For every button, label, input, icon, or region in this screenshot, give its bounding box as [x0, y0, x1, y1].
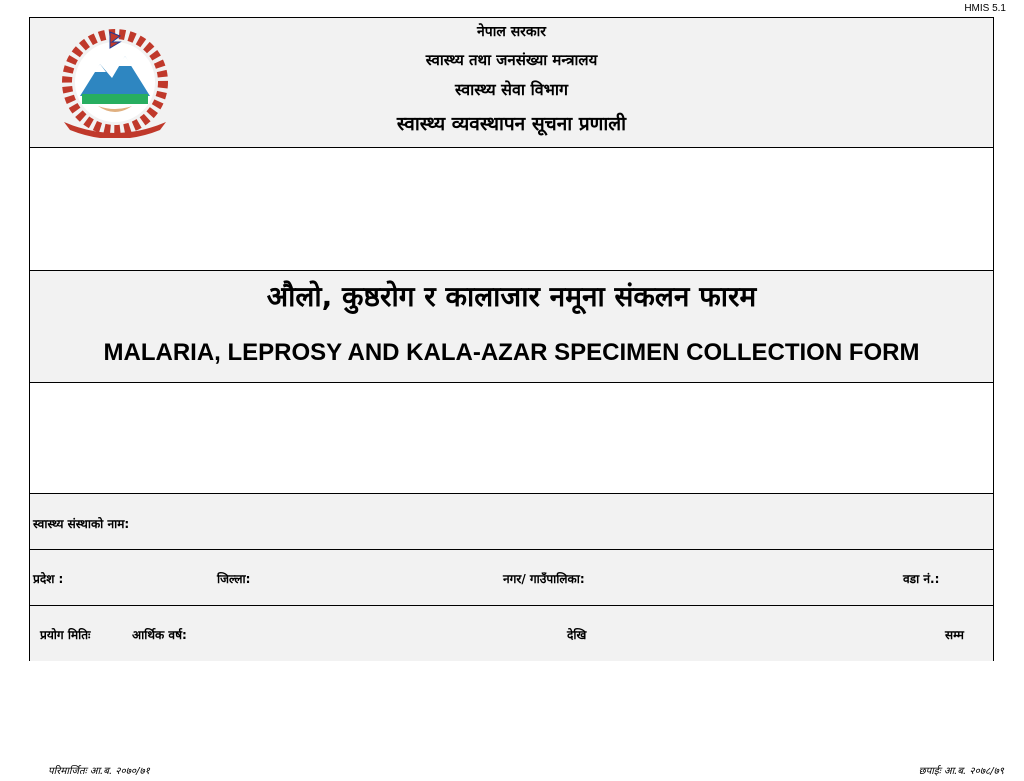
- fiscal-year-label: आर्थिक वर्ष:: [132, 628, 187, 642]
- blank-section-middle: [30, 383, 993, 494]
- form-title-english: MALARIA, LEPROSY AND KALA-AZAR SPECIMEN COLLECTION FORM: [103, 339, 920, 366]
- facility-row: [30, 494, 993, 550]
- blank-section-top: [30, 148, 993, 271]
- government-name: नेपाल सरकार: [476, 24, 546, 40]
- form-title-section: [30, 271, 993, 383]
- form-code: HMIS 5.1: [964, 3, 1006, 14]
- usage-date-row: [30, 606, 993, 661]
- district-input[interactable]: [270, 567, 490, 585]
- fiscal-year-to-input[interactable]: [600, 623, 930, 641]
- ministry-name: स्वास्थ्य तथा जनसंख्या मन्त्रालय: [425, 51, 598, 69]
- district-label: जिल्ला:: [217, 572, 251, 586]
- location-row: [30, 550, 993, 606]
- header-section: [30, 18, 993, 148]
- printed-note: छपाईः आ.ब. २०७८/७९: [918, 766, 1004, 777]
- fiscal-year-from-input[interactable]: [215, 623, 555, 641]
- from-label: देखि: [567, 628, 587, 642]
- province-label: प्रदेश :: [33, 572, 64, 586]
- system-name: स्वास्थ्य व्यवस्थापन सूचना प्रणाली: [396, 113, 627, 135]
- province-input[interactable]: [80, 567, 200, 585]
- ward-number-input[interactable]: [960, 567, 990, 585]
- ward-number-label: वडा नं.:: [903, 572, 940, 586]
- municipality-label: नगर/ गाउँपालिका:: [503, 572, 585, 586]
- form-title-nepali: औलो, कुष्ठरोग र कालाजार नमूना संकलन फारम: [266, 280, 757, 313]
- usage-date-label: प्रयोग मितिः: [40, 628, 91, 642]
- facility-name-input[interactable]: [180, 512, 980, 530]
- department-name: स्वास्थ्य सेवा विभाग: [454, 80, 569, 99]
- specimen-collection-form: [29, 17, 994, 661]
- to-label: सम्म: [945, 628, 964, 642]
- revised-note: परिमार्जितः आ.ब. २०७०/७१: [48, 766, 150, 777]
- municipality-input[interactable]: [620, 567, 890, 585]
- facility-name-label: स्वास्थ्य संस्थाको नाम:: [33, 517, 130, 531]
